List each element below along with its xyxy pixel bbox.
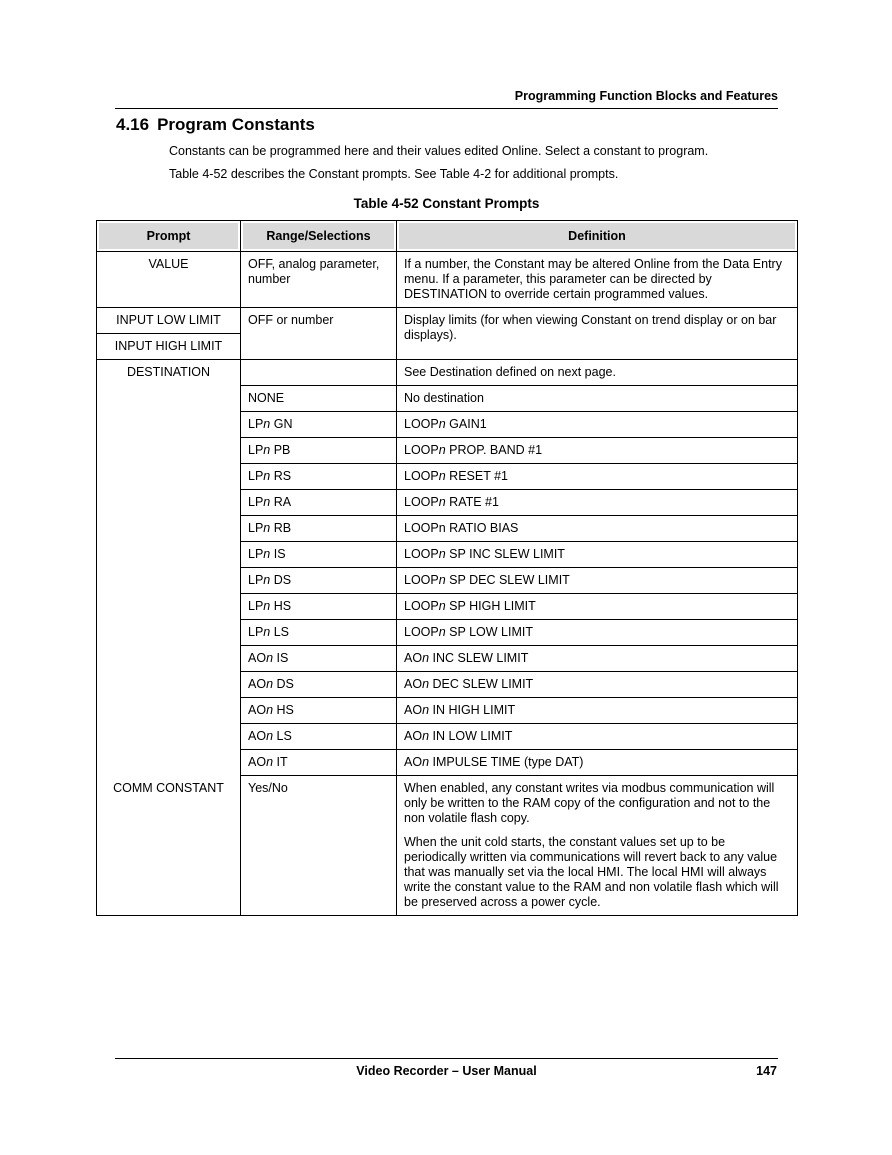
prompt-blank: [97, 672, 241, 698]
prompt-blank: [97, 594, 241, 620]
definition-none: No destination: [397, 386, 798, 412]
header-definition: Definition: [399, 223, 795, 249]
prompt-blank: [97, 516, 241, 542]
definition-option: AOn IN LOW LIMIT: [397, 724, 798, 750]
page-number: 147: [756, 1064, 777, 1078]
section-title: [116, 115, 315, 135]
table-row: [97, 568, 798, 594]
range-value: OFF, analog parameter, number: [241, 252, 397, 308]
range-option: LPn RA: [241, 490, 397, 516]
table-row: [97, 360, 798, 386]
table-row: [97, 750, 798, 776]
definition-option: LOOPn RESET #1: [397, 464, 798, 490]
header-prompt: Prompt: [99, 223, 238, 249]
range-option: AOn DS: [241, 672, 397, 698]
range-option: LPn RS: [241, 464, 397, 490]
prompt-destination: DESTINATION: [97, 360, 241, 386]
range-none: NONE: [241, 386, 397, 412]
comm-constant-paragraph-2: When the unit cold starts, the constant values set up to be periodically written via communications will revert back to any value that was manually set via the local HMI. The local HMI will always write the constant value to the RAM and non volatile flash which will be preserved across a power cycle.: [404, 835, 779, 909]
definition-option: LOOPn SP DEC SLEW LIMIT: [397, 568, 798, 594]
range-option: AOn IT: [241, 750, 397, 776]
prompt-comm-constant: COMM CONSTANT: [97, 776, 241, 916]
prompt-blank: [97, 750, 241, 776]
table-row: [97, 620, 798, 646]
constant-prompts-table: [96, 220, 798, 916]
table-row: [97, 542, 798, 568]
definition-input-limits: Display limits (for when viewing Constant on trend display or on bar displays).: [397, 308, 798, 360]
table-row: [97, 672, 798, 698]
prompt-value: VALUE: [97, 252, 241, 308]
definition-option: LOOPn SP HIGH LIMIT: [397, 594, 798, 620]
prompt-input-high-limit: INPUT HIGH LIMIT: [97, 334, 241, 360]
range-option: AOn HS: [241, 698, 397, 724]
table-row: [97, 464, 798, 490]
range-option: LPn LS: [241, 620, 397, 646]
table-header-row: [97, 221, 798, 252]
table-row: [97, 490, 798, 516]
header-cell-definition: [397, 221, 798, 252]
table-row: [97, 698, 798, 724]
definition-option: AOn IMPULSE TIME (type DAT): [397, 750, 798, 776]
footer-title: Video Recorder – User Manual: [356, 1064, 537, 1078]
prompt-blank: [97, 698, 241, 724]
definition-value: If a number, the Constant may be altered Online from the Data Entry menu. If a parameter, this parameter can be directed by DESTINATION to override certain programmed values.: [397, 252, 798, 308]
prompt-blank: [97, 568, 241, 594]
definition-option: AOn INC SLEW LIMIT: [397, 646, 798, 672]
table-row: [97, 646, 798, 672]
section-title-text: Program Constants: [157, 115, 315, 134]
footer-rule: [115, 1058, 778, 1059]
running-header: Programming Function Blocks and Features: [514, 89, 778, 103]
range-option: LPn DS: [241, 568, 397, 594]
prompt-blank: [97, 724, 241, 750]
intro-paragraph-2: Table 4-52 describes the Constant prompts. See Table 4-2 for additional prompts.: [169, 167, 619, 181]
definition-option: LOOPn SP INC SLEW LIMIT: [397, 542, 798, 568]
definition-option: LOOPn PROP. BAND #1: [397, 438, 798, 464]
range-option: LPn GN: [241, 412, 397, 438]
definition-option: AOn IN HIGH LIMIT: [397, 698, 798, 724]
prompt-blank: [97, 646, 241, 672]
table-row: [97, 776, 798, 916]
prompt-blank: [97, 490, 241, 516]
header-rule: [115, 108, 778, 109]
table-row: [97, 252, 798, 308]
prompt-blank: [97, 438, 241, 464]
range-destination: [241, 360, 397, 386]
prompt-blank: [97, 464, 241, 490]
prompt-blank: [97, 412, 241, 438]
table-caption: Table 4-52 Constant Prompts: [353, 196, 540, 211]
range-option: LPn PB: [241, 438, 397, 464]
header-range: Range/Selections: [243, 223, 394, 249]
definition-comm-constant: [397, 776, 798, 916]
table-row: [97, 724, 798, 750]
range-option: LPn IS: [241, 542, 397, 568]
definition-option: LOOPn RATIO BIAS: [397, 516, 798, 542]
table-row: [97, 386, 798, 412]
table-row: [97, 516, 798, 542]
range-input-limits: OFF or number: [241, 308, 397, 360]
range-option: LPn RB: [241, 516, 397, 542]
definition-option: LOOPn GAIN1: [397, 412, 798, 438]
prompt-blank: [97, 542, 241, 568]
range-comm-constant: Yes/No: [241, 776, 397, 916]
table-row: [97, 438, 798, 464]
definition-option: LOOPn RATE #1: [397, 490, 798, 516]
definition-destination: See Destination defined on next page.: [397, 360, 798, 386]
range-option: LPn HS: [241, 594, 397, 620]
prompt-blank: [97, 386, 241, 412]
table-row: [97, 308, 798, 334]
range-option: AOn LS: [241, 724, 397, 750]
table-row: [97, 412, 798, 438]
section-number: 4.16: [116, 115, 150, 134]
comm-constant-paragraph-1: When enabled, any constant writes via modbus communication will only be written to the RAM copy of the configuration and not to the non volatile flash copy.: [404, 781, 775, 825]
definition-option: LOOPn SP LOW LIMIT: [397, 620, 798, 646]
prompt-blank: [97, 620, 241, 646]
intro-paragraph-1: Constants can be programmed here and their values edited Online. Select a constant to program.: [169, 144, 709, 158]
range-option: AOn IS: [241, 646, 397, 672]
definition-option: AOn DEC SLEW LIMIT: [397, 672, 798, 698]
header-cell-prompt: [97, 221, 241, 252]
header-cell-range: [241, 221, 397, 252]
prompt-input-low-limit: INPUT LOW LIMIT: [97, 308, 241, 334]
table-row: [97, 594, 798, 620]
